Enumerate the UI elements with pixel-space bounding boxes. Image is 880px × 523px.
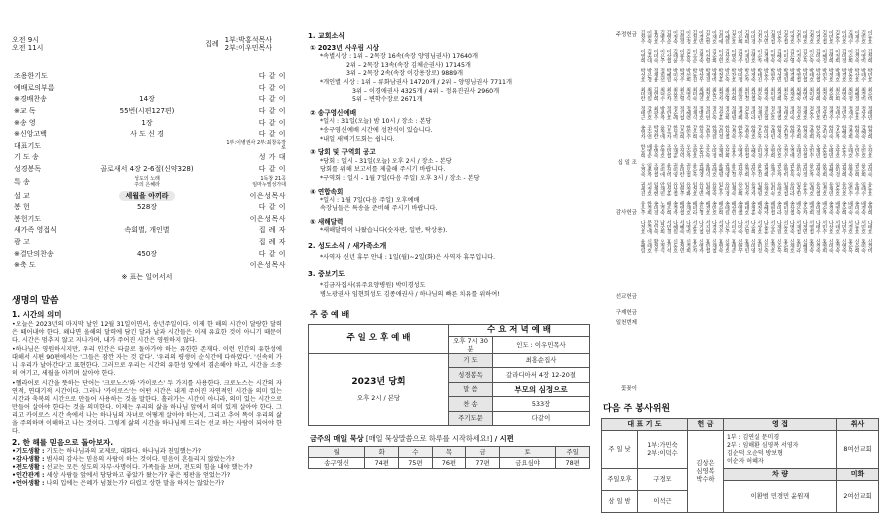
order-person: 다 같 이 (258, 130, 286, 139)
order-row (8, 106, 286, 118)
news-item-title: ④ 연합속회 (310, 187, 344, 196)
order-item: 성도의 노래 주의 은혜라 (134, 176, 160, 188)
life-word-paragraph: •하나님은 영원하시지만, 우리 인간은 타끌로 돌아가야 하는 유한한 존재다. 이런 인간의 유한성에 대해서 시편 90편에서는 '그들은 잠깐 자는 것 같다'. '우리의 평생이 순식간에 다하였다'. '신속히 가니 우리가 날아간다'고 표현한다. 그러므로 우리는 시간의 유한성 앞에서 겸손해야 하고, 시간을 소중히 여기고, 세월을 아끼며 살아야 한다. (12, 346, 282, 378)
order-person: 다 같 이 (258, 106, 286, 115)
duty-subheader-driver: 차 량 (724, 469, 837, 481)
order-row (8, 152, 286, 164)
duty-driver: 이환범 민경민 윤원재 (724, 481, 837, 513)
offering-name-column: 김희정 이봉수 박경수 최은영 정기철 강숙희 조성덕 윤미란 임현주 배영철 서혜숙 홍정민 (678, 30, 685, 253)
offering-duty-column (597, 0, 880, 523)
wed-row-value: 최홍순집사 (493, 353, 590, 368)
order-person: 다 같 이 (258, 72, 286, 81)
duty-prayer: 이석근 (638, 491, 688, 513)
offering-name-column: 이경민 김정숙 박상우 최혜진 정명호 한지숙 오동규 권혜경 유성민 송은정 나기철 신영자 (697, 30, 704, 253)
order-row (8, 202, 286, 214)
offering-name-column: 김병수 이은주 정희선 최덕수 박춘자 윤정애 손영호 전미애 안재민 노경숙 남궁희 오정식 (659, 30, 666, 253)
meditation-passage: 75편 (399, 458, 433, 469)
meditation-passage: 76편 (432, 458, 466, 469)
news-item-line: *구역회 : 일시 - 1월 7일(다음 주일) 오후 3시 / 장소 - 본당 (320, 174, 480, 182)
news-item-title: ③ 당회 및 구역회 공고 (310, 148, 376, 157)
offering-name-column: 김진수 이순자 박태진 최은숙 정재민 강순옥 조미경 윤동진 임혜영 배정숙 서상호 홍미정 (756, 30, 763, 253)
duty-prayer: 구경모 (638, 469, 688, 491)
presiders (205, 36, 286, 53)
offering-list (601, 30, 876, 398)
offering-name-column: 이은희 김성수 박미정 최호진 정경희 한동수 오영자 권상우 유순희 송영철 나미숙 신현우 (736, 30, 743, 253)
offering-name-column: 이정숙 김태윤 박미옥 최용진 정순례 한성미 오재훈 권미영 유상철 송경자 나혜원 신동호 (672, 30, 679, 253)
order-label: 성경봉독 (14, 164, 42, 173)
wed-row-label: 성경봉독 (449, 368, 493, 383)
news-item (308, 44, 586, 105)
order-person: 이은성목사 (249, 191, 286, 200)
offering-category: 십 일 조 (617, 160, 637, 166)
order-person: 집 례 자 (258, 226, 286, 235)
news-item-title: ① 2023년 사우림 시상 (310, 43, 380, 52)
news-item (308, 218, 586, 236)
sunday-pm-name: 2023년 당회 (351, 376, 406, 387)
announcements-column (300, 0, 590, 523)
wed-row-value: 다같이 (493, 411, 590, 426)
member-news-line: *사역자 신년 휴무 안내 : 1일(월)~2일(화)은 사역자 휴무입니다. (320, 253, 496, 261)
order-person: 이은성목사 (249, 214, 286, 223)
news-item-line: 3위 – 이경애권사 4325개 / 4위 – 정유진권사 2960개 (352, 87, 500, 95)
meditation-suffix: / 시편 (494, 434, 514, 444)
meditation-passage: 74편 (365, 458, 399, 469)
order-label: 특 송 (14, 178, 30, 187)
offering-name-column: 김도현 이선영 박재경 최정호 정미연 강현수 조은숙 윤태식 임영애 배경호 서지연 홍민철 (704, 30, 711, 253)
order-item: 55번(시편127편) (119, 106, 175, 115)
duty-subheader-cleaning: 미화 (837, 469, 879, 481)
meditation-note: [매일 묵상말씀으로 하루를 시작하세요!] (365, 434, 493, 444)
prayer-heading: 3. 중보기도 (308, 270, 346, 279)
offering-name-column: 김정호 이은숙 박태호 최미라 정동수 강영희 조민수 윤순자 임태호 배경희 서영철 홍정숙 (808, 30, 815, 253)
offering-category: 구제헌금 (615, 310, 637, 316)
news-item (308, 188, 586, 215)
order-row (8, 94, 286, 106)
duty-title: 다음 주 봉사위원 (603, 404, 671, 414)
order-row (8, 225, 286, 237)
life-word-section1-title: 1. 시간의 의미 (12, 310, 62, 320)
news-item-line: 당회를 위해 보고서를 제출해 주시기 바랍니다. (320, 166, 446, 174)
order-item: 속회별, 개인별 (124, 226, 170, 235)
duty-header-offering: 헌 금 (688, 419, 724, 431)
news-item-line: 2위 – 2목장 13속(속장 김체순권사) 17145개 (346, 61, 471, 69)
church-news-list (308, 44, 586, 236)
offering-name-column: 김동수 이정희 박재호 최은희 정태수 강순자 조상호 윤미경 임동호 배영숙 서태호 홍경숙 (834, 30, 841, 253)
presider-2: 2부:이우민목사 (224, 44, 272, 53)
worship-order-list (8, 71, 286, 272)
duty-row-label: 주 일 낮 (602, 431, 638, 469)
offering-category: 꽃꽂이 (621, 386, 637, 392)
duty-header-reception: 영 접 (724, 419, 837, 431)
life-word-section2-title: 2. 한 해를 믿음으로 돌아보자. (12, 437, 114, 447)
order-label: ※송 영 (14, 118, 36, 127)
offering-name-column: 이동수 김혜숙 박성민 최경희 정영철 한정숙 오민호 권순자 유태호 송미라 나재원 신순옥 (775, 30, 782, 253)
offering-name-column: 김민호 이영미 박태수 최경미 정상수 강혜숙 조민호 윤순희 임태수 배경숙 서민호 홍미숙 (860, 30, 867, 253)
duty-cleaning: 2여선교회 (837, 481, 879, 513)
offering-name-column: 이미경 김영호 박정숙 최상철 정미라 한영호 오혜숙 권민수 유경자 송정훈 나순희 신미영 (749, 30, 756, 253)
meditation-day: 금 (466, 447, 500, 458)
duty-cooking: 8여선교회 (837, 431, 879, 469)
news-item-line: *일시 : 31일(오늘) 밤 10시 / 장소 : 본당 (320, 118, 432, 126)
wed-row-value: 부모의 심정으로 (493, 382, 590, 397)
offering-name-column: 이경호 김미숙 박상철 최정희 정민호 한순자 오재민 권영숙 유성철 송미정 나태수 신경숙 (814, 30, 821, 253)
order-person: 1부:이병권사 2부:최창옥장로 (226, 139, 286, 152)
meditation-passage: 송구영신 (309, 458, 365, 469)
order-item: 528장 (136, 203, 158, 212)
order-row (8, 82, 286, 94)
order-label: 예배로의부름 (14, 83, 55, 92)
offering-name-column: 홍성호 이미숙 정재용 김연희 최광수 박정란 유명숙 조영철 임재현 송미경 강인숙 황정우 (652, 30, 659, 253)
checklist-head: •전도생활 : (12, 464, 45, 472)
offering-name-column: 이수정 김동욱 박선희 최영식 정혜련 한민수 오순자 권오철 유정화 송재호 나영미 신경희 (684, 30, 691, 253)
duty-header-cooking: 취사 (837, 419, 879, 431)
news-item-line: *일시 : 1월 7일(다음 주일) 오후예배 (320, 196, 420, 204)
order-row (8, 117, 286, 129)
offering-name-column: 김철호 이옥순 박동진 최미숙 정재식 강은희 조광호 윤순옥 임정호 배미라 서윤호 홍순자 (691, 30, 698, 253)
member-news-heading: 2. 성도소식 / 새가족소개 (308, 242, 387, 250)
offering-name-column: 김태수 이순희 박동호 최미정 정재수 강경희 조태호 윤영숙 임민수 배미숙 서경호 홍순옥 (847, 30, 854, 253)
church-news-heading: 1. 교회소식 (308, 32, 346, 40)
wed-row-label: 기 도 (449, 353, 493, 368)
news-item-line: 5위 – 변학수장로 2671개 (352, 96, 423, 104)
wednesday-leader: 인도 : 이우민목사 (493, 336, 590, 353)
duty-header-prayer: 대 표 기 도 (602, 419, 688, 431)
order-item: 450장 (136, 249, 158, 258)
news-item (308, 109, 586, 144)
wed-row-label: 주기도문 (449, 411, 493, 426)
news-item-title: ② 송구영신예배 (310, 109, 357, 118)
offering-name-column: 김상철 이미라 박재원 최순옥 정태호 강민정 조경수 윤영미 임재철 배미경 서동호 홍순희 (782, 30, 789, 253)
order-row (8, 129, 286, 141)
order-label: ※축 도 (14, 261, 36, 270)
meditation-day: 주일 (556, 447, 590, 458)
checklist-item (8, 480, 286, 488)
checklist-text: 세상 사람들 앞에서 당당하고 좋았가 왔는가? 좋은 평판을 얻었는가? (44, 472, 231, 480)
order-label: 새가족 영접식 (14, 226, 57, 235)
duty-offering-team: 김상은 심영복 박수하 (688, 431, 724, 513)
meditation-day: 목 (432, 447, 466, 458)
order-row (8, 237, 286, 249)
meditation-day: 수 (399, 447, 433, 458)
offering-name-column: 김창수 이영희 박성호 최미란 정태근 송영자 한승희 오경숙 권세진 유은주 나정호 윤혜림 (639, 30, 646, 253)
order-person: 다 같 이 (258, 118, 286, 127)
duty-table (601, 418, 879, 513)
news-item-line: 3위 – 2목장 2속(속장 이강용장로) 9889개 (346, 70, 464, 78)
meditation-header (310, 434, 586, 443)
offering-name-column: 이재호 김순희 박영미 최동근 정은숙 한재원 오미정 권태호 유희숙 송민호 나경옥 신재철 (710, 30, 717, 253)
order-person: 1독창 21곡 임마누엘성가대 (252, 176, 286, 188)
news-item-line: *당회 : 일시 - 31일(오늘) 오후 2시 / 장소 - 본당 (320, 157, 452, 165)
duty-row-label: 주일오후 (602, 469, 638, 491)
offering-name-column: 이상호 김미정 박경호 최영숙 정민수 한혜숙 오동수 권정희 유상호 송순희 나민수 신영숙 (840, 30, 847, 253)
checklist-head: •언어생활 : (12, 480, 45, 488)
news-item-line: *송구영신예배 시간에 성찬식이 있습니다. (320, 126, 433, 134)
meditation-table (308, 446, 590, 469)
order-label: ※결단의찬송 (14, 249, 54, 258)
wed-row-value: 갈라디아서 4장 12-20절 (493, 368, 590, 383)
offering-name-column: 김성철 이혜정 박민수 최경숙 정상민 강미숙 조동철 윤정희 임경호 배순자 서민수 홍영희 (821, 30, 828, 253)
life-word-title: 생명의 말씀 (12, 296, 59, 307)
wednesday-time: 오후 7시 30분 (449, 336, 493, 353)
order-person: 이은성목사 (249, 261, 286, 270)
sunday-pm-time: 오후 2시 / 본당 (356, 393, 401, 402)
offering-category: 주정헌금 (615, 32, 637, 38)
order-label: ※교 독 (14, 106, 36, 115)
offering-name-column: 이재수 김경숙 박상호 최혜정 정동호 한영숙 오민수 권순희 유태수 송미숙 나동호 신순희 (853, 30, 860, 253)
duty-prayer: 1부:가민숙 2부:이덕수 (638, 431, 688, 469)
offering-category: 일천번제 (615, 320, 637, 326)
offering-name-column: 이민호 김영희 박정호 최순희 정경수 한미숙 오태민 권혜숙 유재민 송경숙 나상호 신미숙 (827, 30, 834, 253)
checklist-text: 나의 입에는 은혜가 넘쳤는가? 더럽고 상한 말을 하지는 않았는가? (44, 480, 225, 488)
offering-name-column: 이태호 김순옥 박민철 최영미 정재호 한경숙 오상철 권미정 유동수 송순자 나정민 신혜경 (801, 30, 808, 253)
offering-name-column: 김영순 이상철 박혜원 최순자 정만호 강옥자 조민철 윤선미 임성훈 배은희 서민경 홍기석 (665, 30, 672, 253)
order-row (8, 248, 286, 260)
news-item-line: *속별시상 : 1위 – 2목장 16속(속장 양영님권사) 17640개 (320, 52, 478, 60)
checklist-head: •감사생활 : (12, 456, 45, 464)
offering-names-grid (639, 30, 876, 398)
meditation-day: 월 (309, 447, 365, 458)
order-person: 다 같 이 (258, 95, 286, 104)
sunday-pm-title: 주 일 오 후 예 배 (309, 324, 449, 353)
order-row (8, 71, 286, 83)
meditation-title: 금주의 매일 묵상 (310, 434, 364, 444)
offering-name-column: 김태희 이재원 박순자 최민정 정동욱 강영숙 조현철 윤경희 임성자 배태호 서은영 홍재민 (743, 30, 750, 253)
order-footnote: ※ 표는 일어서서 (121, 273, 173, 282)
order-row (8, 140, 286, 152)
offering-name-column: 이현숙 김종대 박은경 최재원 강민호 조수연 배영순 임춘자 서정호 한경희 문경애 신태호 (646, 30, 653, 253)
order-row (8, 260, 286, 272)
checklist-head: •인간관계 : (12, 472, 45, 480)
meditation-passage: 금요심야 (499, 458, 555, 469)
order-item: 14장 (139, 95, 155, 104)
order-label: 봉헌기도 (14, 214, 42, 223)
checklist-text: 선교는 모든 성도의 자부·사명이다. 가족들을 보며, 전도의 힘을 내야 했는가? (44, 464, 253, 472)
news-item-line: *개인별 시상 : 1위 – 류화남권사 14720개 / 2위 – 양영님권사 7711개 (320, 79, 512, 86)
checklist-text: 기도는 하나님과의 교제로, 대화다. 하나님과 친밀했는가? (44, 448, 201, 456)
duty-row-label: 삼 일 밤 (602, 491, 638, 513)
wed-row-label: 찬 송 (449, 397, 493, 412)
order-label: 봉 헌 (14, 203, 30, 212)
order-label: 기 도 송 (14, 153, 39, 162)
checklist-item (8, 448, 286, 456)
offering-name-column: 이혜원 김상호 박은숙 최준영 정옥희 한상철 오선희 권재영 유미경 송태원 나은주 신정호 (723, 30, 730, 253)
duty-reception: 1부 : 김연실 문미경 2부 : 임해환 심영복 서영자 김순덕 오순덕 방보형 이순자 허혜자 (724, 431, 837, 469)
news-item-line: *내일 새벽기도회는 쉽니다. (320, 135, 395, 143)
order-person: 다 같 이 (258, 164, 286, 173)
meditation-passage: 77편 (466, 458, 500, 469)
meditation-day: 화 (365, 447, 399, 458)
order-item: 사 도 신 경 (130, 130, 164, 139)
offering-category: 감사헌금 (615, 210, 637, 216)
news-item (308, 148, 586, 183)
presider-1: 1부:박홍석목사 (224, 36, 272, 44)
order-person: 성 가 대 (258, 153, 286, 162)
prayer-line: 병노광권사 임현희성도 김종애권사 / 하나님의 빠른 치유를 위하여! (320, 290, 500, 298)
news-item-line: *새해달력이 나왔습니다(숫자판, 일반, 탁상용). (320, 227, 448, 235)
offering-name-column: 이정호 김은영 박경희 최재호 정미숙 한태수 오경애 권동욱 유미라 송상철 나영숙 신재호 (788, 30, 795, 253)
offering-name-column: 이동호 김정희 박민호 최순미 정태민 한경희 오상호 권미숙 유동호 송영희 나태호 신경미 (866, 30, 873, 253)
order-label: ※경배찬송 (14, 95, 47, 104)
prayer-line: *김금자집사(류주요양병원) 박미경성도 (320, 282, 426, 290)
offering-name-column: 김준호 이명숙 박찬호 최선희 정태영 강경숙 조용수 윤은정 임재숙 배상민 서미옥 홍태준 (730, 30, 737, 253)
sunday-pm-detail (309, 353, 449, 426)
offering-categories (601, 30, 639, 398)
service-time-2: 오전 11시 (12, 44, 44, 53)
service-times (8, 36, 286, 53)
wednesday-title: 수 요 저 녁 예 배 (449, 324, 590, 336)
weekly-worship-heading: 주 중 예 배 (310, 309, 350, 319)
news-item-line: 속장님들은 특송을 준비해 주시기 바랍니다. (320, 205, 438, 213)
wed-row-label: 말 씀 (449, 382, 493, 397)
offering-name-column: 김미애 이성민 박정훈 최경자 정상훈 강미정 조재혁 윤혜영 임동수 배순희 서경수 홍영숙 (717, 30, 724, 253)
order-label: 광 고 (14, 237, 30, 246)
order-label: 설 교 (14, 191, 30, 200)
order-row (8, 164, 286, 176)
meditation-day: 토 (499, 447, 555, 458)
worship-order-column (0, 0, 292, 523)
news-item-title: ⑤ 새해달력 (310, 218, 344, 227)
life-word-paragraph: •헬라어로 시간을 뜻하는 단어는 '크로노스'와 '카이로스' 두 가지를 사용한다. 크로노스는 시간의 자연적, 연대기적 시간이다. 그러나 '카이로스'는 어떤 시간은 내게 주어진 자연적인 시간을 의미 있는 시간과 축복의 시간으로 만들어 사용하는 것을 말한다. 흘러가는 시간이 아니라, 의미 있는 시간으로 만들어 살아야 한다는 것을 의미한다. 이제는 우리의 삶을 하나님 앞에서 의미 있게 살아야 한다. 그리고 카이로스 시간 속에서 나는 하나님의 자녀로 어떻게 살아야 하는지, 그리고 추어 똑이 우리의 삶을 주의하며 이해하고 나는 것이다. 그렇게 삶의 시간을 하나님께 드리는 선교 하는 사람이 되어야 한다. (12, 380, 282, 435)
offering-name-column: 이상민 김경애 박동수 최정숙 정호철 한미라 오정수 권경희 유재호 송혜자 나동훈 신은숙 (762, 30, 769, 253)
offering-name-column: 김민수 이경숙 박영철 최혜숙 정성호 강정희 조태진 윤미숙 임상민 배은숙 서재철 홍미라 (795, 30, 802, 253)
offering-category: 선교헌금 (615, 294, 637, 300)
offering-name-column: 김재철 이영숙 박현우 최미영 정순호 강태민 조영희 윤재수 임미숙 배현철 서옥순 홍경호 (769, 30, 776, 253)
order-item: 1장 (141, 118, 153, 127)
wed-row-value: 533장 (493, 397, 590, 412)
life-word-paragraph: •오늘은 2023년의 마지막 날인 12월 31일이면서, 송년주일이다. 이제 한 해의 시간이 달랑한 달력은 떼어내야 한다. 왜냐면 올해의 달력에 담긴 달과 날과 시간들은 이제 유효한 것이 아니기 때문이다. 시간은 멈추지 않고 지나가며, 내가 주어진 시간은 영원하지 않다. (12, 320, 282, 344)
order-item: 세월을 아끼라 (119, 191, 174, 202)
order-person: 다 같 이 (258, 203, 286, 212)
order-row (8, 175, 286, 190)
checklist-head: •기도생활 : (12, 448, 45, 456)
checklist-text: 범사의 감사는 믿음의 사람이 하는 것이다. 믿음이 흔들리지 않았는가? (44, 456, 235, 464)
service-hours (8, 36, 43, 53)
presider-label: 집례 (205, 40, 219, 49)
order-person: 다 같 이 (258, 83, 286, 92)
order-item: 골로새서 4장 2-6절(신약328) (100, 164, 194, 173)
order-row (8, 213, 286, 225)
weekly-worship-table (308, 324, 590, 427)
order-row (8, 190, 286, 202)
order-label: ※신앙고백 (14, 130, 47, 139)
order-label: 조용한기도 (14, 72, 48, 81)
life-word-checklist (8, 448, 286, 488)
order-label: 대표기도 (14, 141, 42, 150)
service-time-1: 오전 9시 (12, 36, 39, 44)
meditation-passage: 78편 (556, 458, 590, 469)
order-person: 다 같 이 (258, 249, 286, 258)
order-person: 집 례 자 (258, 237, 286, 246)
